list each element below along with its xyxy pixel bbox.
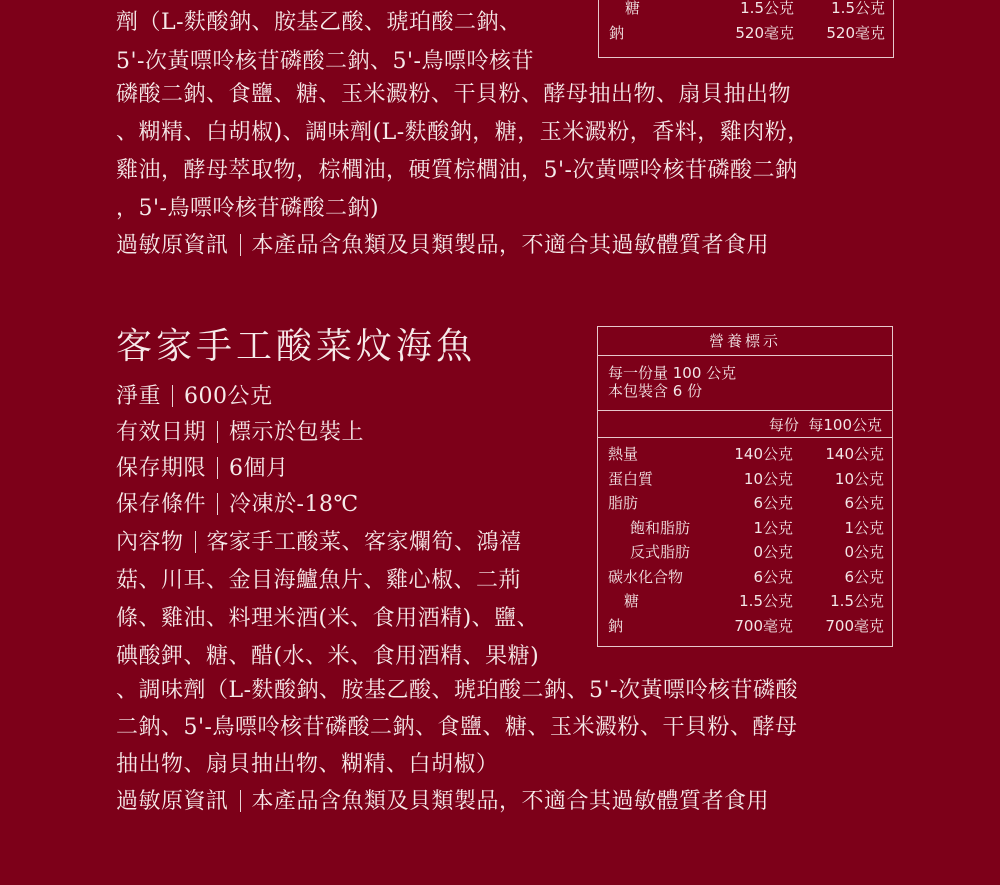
ingredients-line: 、糊精、白胡椒)、調味劑(L-麩酸鈉，糖，玉米澱粉，香料，雞肉粉， — [116, 120, 810, 145]
contents-line: 碘酸鉀、糖、醋(水、米、食用酒精、果糖) — [116, 644, 540, 669]
spec-label: 有效日期 — [116, 420, 207, 445]
nutrition-table-partial — [598, 0, 894, 58]
nutrition-row — [598, 516, 892, 541]
nutrition-row — [598, 467, 892, 492]
divider — [217, 457, 218, 479]
per-serving-value: 140公克 — [734, 445, 793, 463]
nutrition-row — [598, 442, 892, 467]
per-100g-value: 0公克 — [844, 543, 884, 561]
ingredients-line: 5'-次黃嘌呤核苷磷酸二鈉、5'-鳥嘌呤核苷 — [116, 49, 534, 74]
allergen-info — [116, 784, 769, 820]
nutrient-label: 糖 — [625, 0, 641, 17]
contents-line: 、調味劑（L-麩酸鈉、胺基乙酸、琥珀酸二鈉、5'-次黃嘌呤核苷磷酸 — [116, 678, 799, 703]
allergen-value: 本產品含魚類及貝類製品，不適合其過敏體質者食用 — [251, 233, 770, 258]
spec-label: 保存期限 — [116, 456, 207, 481]
per-100g-value: 1.5公克 — [831, 0, 885, 17]
contents-line: 條、雞油、料理米酒(米、食用酒精)、鹽、 — [116, 606, 540, 631]
per-serving-value: 1.5公克 — [739, 592, 793, 610]
nutrition-row — [599, 21, 893, 46]
per-100g-value: 1公克 — [844, 518, 884, 537]
nutrient-label: 碳水化合物 — [608, 567, 684, 586]
spec-shelf-life — [116, 451, 289, 487]
nutrition-row — [599, 0, 893, 21]
ingredients-line: ，5'-鳥嘌呤核苷磷酸二鈉) — [116, 196, 380, 221]
contents-line: 抽出物、扇貝抽出物、糊精、白胡椒） — [116, 752, 499, 777]
ingredients-line: 磷酸二鈉、食鹽、糖、玉米澱粉、干貝粉、酵母抽出物、扇貝抽出物 — [116, 82, 792, 107]
servings-per-pack: 本包裝含 6 份 — [608, 382, 703, 400]
per-serving-value: 10公克 — [743, 469, 793, 488]
allergen-info — [116, 228, 769, 264]
per-serving-value: 700毫克 — [734, 616, 793, 635]
allergen-value: 本產品含魚類及貝類製品，不適合其過敏體質者食用 — [251, 789, 770, 814]
nutrition-row — [598, 589, 892, 614]
allergen-label: 過敏原資訊 — [116, 233, 229, 258]
contents-line — [116, 525, 522, 561]
spec-expiry-date — [116, 415, 364, 451]
spec-value: 6個月 — [229, 456, 289, 481]
per-100g-value: 6公克 — [844, 494, 884, 512]
serving-info — [598, 356, 892, 411]
per-serving-value: 520毫克 — [735, 23, 794, 42]
per-100g-value: 700毫克 — [825, 616, 884, 635]
nutrient-label: 鈉 — [608, 616, 624, 635]
product-title: 客家手工酸菜炆海魚 — [116, 326, 477, 367]
nutrient-label: 蛋白質 — [608, 469, 654, 488]
nutrition-title: 營養標示 — [598, 327, 892, 356]
spec-label: 保存條件 — [116, 492, 207, 517]
per-serving-value: 6公克 — [753, 567, 793, 586]
ingredients-line: 雞油，酵母萃取物，棕櫚油，硬質棕櫚油，5'-次黃嘌呤核苷磷酸二鈉 — [116, 158, 798, 183]
nutrition-table — [597, 326, 893, 647]
contents-line: 菇、川耳、金目海鱸魚片、雞心椒、二荊 — [116, 568, 522, 593]
serving-size: 每一份量 100 公克 — [608, 364, 737, 382]
contents-label: 內容物 — [116, 530, 184, 555]
per-serving-value: 1公克 — [753, 518, 793, 537]
per-100g-value: 520毫克 — [826, 23, 885, 42]
divider — [240, 790, 241, 812]
divider — [240, 234, 241, 256]
spec-storage — [116, 487, 359, 523]
divider — [172, 385, 173, 407]
per-100g-value: 140公克 — [825, 445, 884, 463]
contents-value: 客家手工酸菜、客家爛筍、鴻禧 — [206, 530, 522, 555]
nutrient-label: 鈉 — [609, 23, 625, 42]
per-100g-value: 1.5公克 — [830, 592, 884, 610]
ingredients-line: 劑（L-麩酸鈉、胺基乙酸、琥珀酸二鈉、 — [116, 10, 522, 35]
spec-value: 600公克 — [184, 384, 273, 409]
per-serving-value: 1.5公克 — [740, 0, 794, 17]
divider — [217, 493, 218, 515]
divider — [195, 531, 196, 553]
spec-net-weight — [116, 379, 273, 415]
contents-line: 二鈉、5'-鳥嘌呤核苷磷酸二鈉、食鹽、糖、玉米澱粉、干貝粉、酵母 — [116, 715, 798, 740]
spec-value: 冷凍於-18℃ — [229, 492, 359, 517]
nutrition-row — [598, 491, 892, 516]
per-100g-value: 6公克 — [844, 567, 884, 586]
nutrition-row — [598, 614, 892, 639]
per-100g-value: 10公克 — [834, 469, 884, 488]
spec-value: 標示於包裝上 — [229, 420, 365, 445]
nutrition-row — [598, 565, 892, 590]
nutrient-label: 反式脂肪 — [630, 543, 691, 561]
nutrient-label: 飽和脂肪 — [630, 518, 691, 537]
allergen-label: 過敏原資訊 — [116, 789, 229, 814]
nutrient-label: 脂肪 — [608, 494, 639, 512]
per-serving-value: 0公克 — [753, 543, 793, 561]
nutrient-label: 糖 — [624, 592, 640, 610]
column-headers: 每份 每100公克 — [598, 411, 892, 438]
spec-label: 淨重 — [116, 384, 162, 409]
per-serving-value: 6公克 — [753, 494, 793, 512]
divider — [217, 421, 218, 443]
nutrition-row — [598, 540, 892, 565]
nutrient-label: 熱量 — [608, 445, 639, 463]
